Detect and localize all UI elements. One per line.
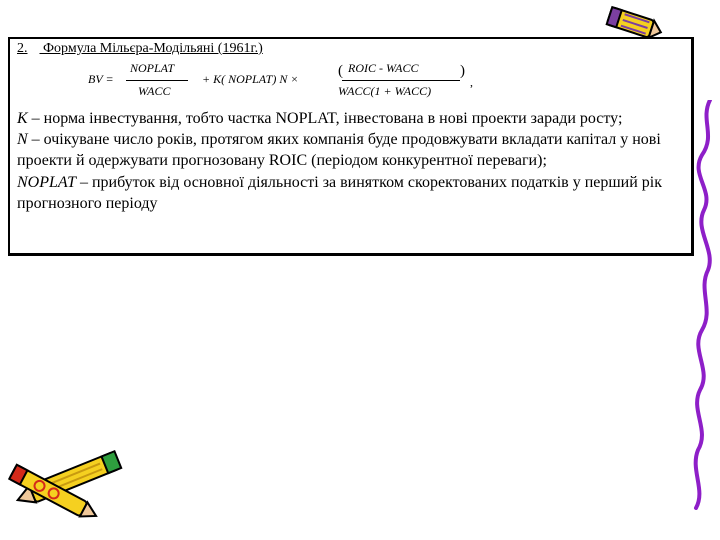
bracket-close-icon: ) bbox=[460, 63, 465, 79]
formula-fraction1-bar bbox=[126, 80, 188, 81]
definition-body: – прибуток від основної діяльності за винятком скоректованих податків у перший рік прогнозного періоду bbox=[17, 173, 663, 212]
valuation-formula bbox=[76, 61, 496, 103]
content-box bbox=[8, 37, 694, 256]
formula-fraction2-denominator: WACC(1 + WACC) bbox=[338, 84, 432, 98]
formula-fraction2-numerator: ROIC - WACC bbox=[348, 61, 419, 75]
definition-n bbox=[17, 129, 689, 171]
definition-body: – очікуване число років, протягом яких компанія буде продовжувати вкладати капітал у нові проекти й одержувати прогнозовану ROIC (періодом конкурентної переваги); bbox=[17, 131, 661, 170]
heading-title: Формула Мільєра-Модільяні (1961г.) bbox=[43, 41, 263, 56]
heading-number: 2. bbox=[17, 41, 28, 56]
definition-noplat bbox=[17, 172, 689, 214]
crossed-pencils-clipart-icon bbox=[0, 430, 140, 530]
definitions-text bbox=[17, 108, 689, 214]
definition-term: K bbox=[17, 110, 28, 127]
formula-middle-term: + K( NOPLAT) N × bbox=[202, 72, 299, 86]
definition-term: N bbox=[17, 131, 28, 149]
formula-fraction2-bar bbox=[342, 80, 460, 81]
bracket-open-icon: ( bbox=[338, 63, 343, 79]
section-heading bbox=[17, 41, 263, 57]
formula-fraction1-denominator: WACC bbox=[138, 84, 171, 98]
formula-fraction1-numerator: NOPLAT bbox=[130, 61, 175, 75]
definition-body: – норма інвестування, тобто частка NOPLAT, інвестована в нові проекти заради росту; bbox=[27, 110, 623, 127]
definition-k bbox=[17, 108, 689, 129]
formula-lhs: BV = bbox=[88, 72, 114, 86]
definition-term: NOPLAT bbox=[17, 173, 76, 191]
formula-tail: , bbox=[470, 75, 473, 89]
